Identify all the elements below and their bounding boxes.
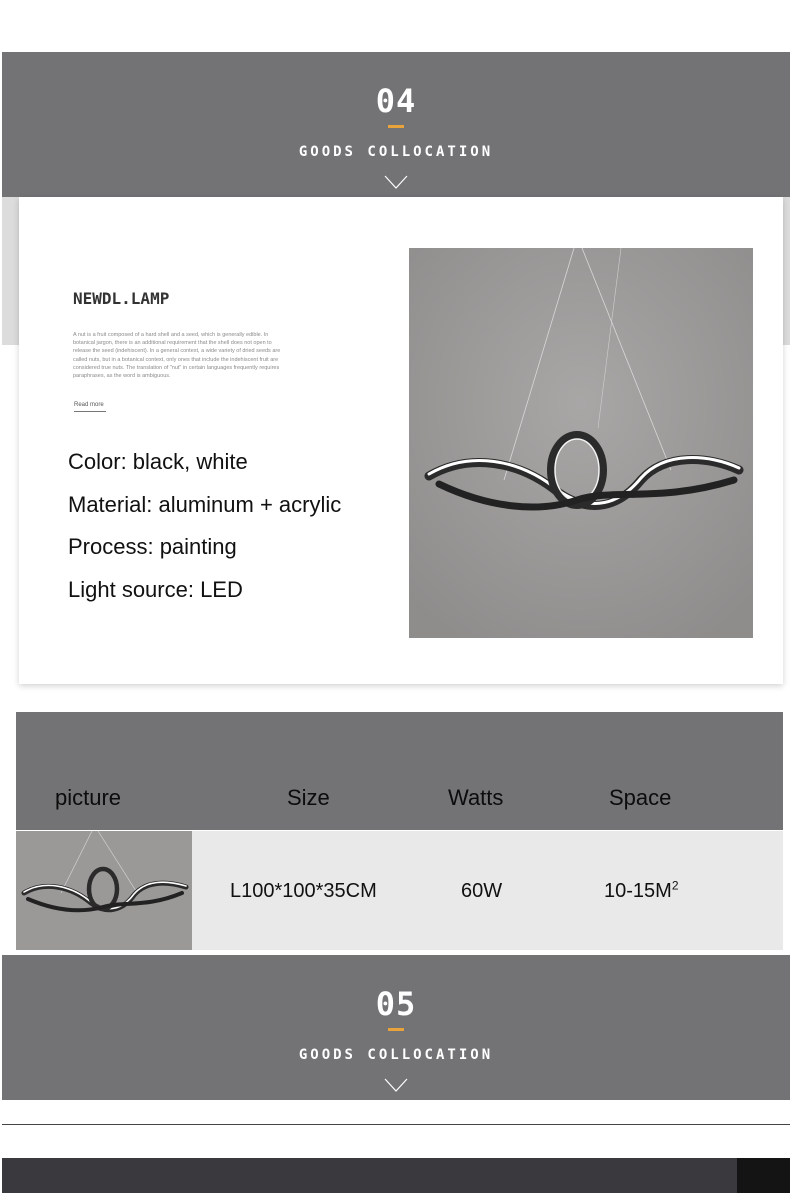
spec-light-source: Light source: LED [68,577,243,603]
column-header-picture: picture [55,785,122,810]
accent-bar [388,125,404,128]
product-photo [409,248,753,638]
product-thumbnail [16,831,192,950]
section-subtitle: GOODS COLLOCATION [298,144,494,160]
read-more-link[interactable]: Read more [74,402,104,408]
spec-process: Process: painting [68,534,237,560]
spec-color: Color: black, white [68,449,248,474]
footer-end-block [737,1158,790,1193]
cell-watts: 60W [461,880,503,902]
table-header [16,712,783,830]
brand-name: NEWDL.LAMP [73,289,170,308]
footer-band [2,1158,790,1193]
cell-space-value: 10-15M [604,880,672,902]
cell-size: L100*100*35CM [230,880,377,902]
section-04-header [2,52,790,197]
cell-space [604,880,679,903]
column-header-size: Size [287,785,330,810]
section-number: 05 [375,985,417,1023]
read-more-underline [74,411,106,412]
cell-space-exponent: 2 [671,878,679,893]
spec-list [68,448,341,619]
spec-material: Material: aluminum + acrylic [68,491,342,517]
accent-bar [388,1028,404,1031]
product-blurb: A nut is a fruit composed of a hard shell and a seed, which is generally edible. In botanical jargon, there is an additional requirement that the shell does not open to release the seed (indehiscent). In a general context, a wide variety of dried seeds are called nuts, but in a botanical context, only ones that include the indehiscent fruit are considered true nuts. The translation of "nut" in certain languages frequently requires paraphrases, as the word is ambiguous. [73,332,281,380]
section-number: 04 [375,82,417,120]
chevron-down-icon [384,175,408,189]
column-header-space: Space [609,785,672,810]
column-header-watts: Watts [448,785,504,810]
divider [2,1124,790,1125]
section-subtitle: GOODS COLLOCATION [298,1047,494,1063]
chevron-down-icon [384,1078,408,1092]
section-05-header [2,955,790,1100]
